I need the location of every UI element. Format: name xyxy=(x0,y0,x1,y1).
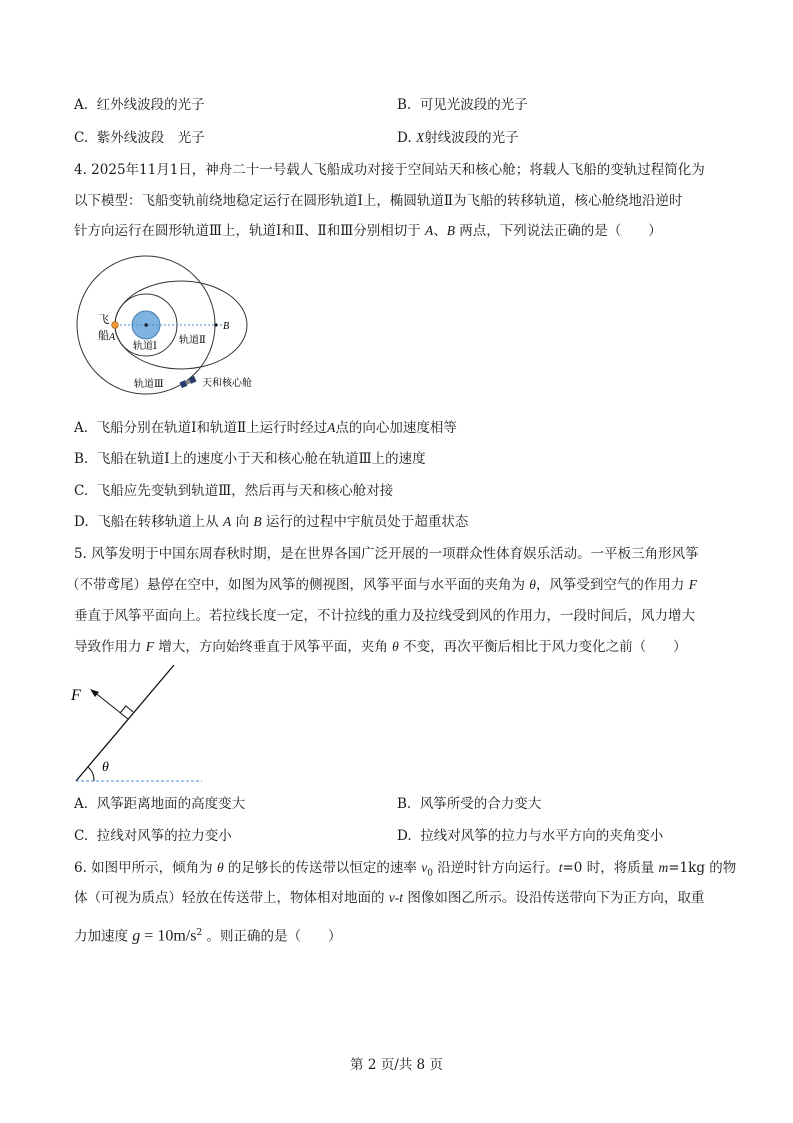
space-station-icon xyxy=(179,376,196,388)
q4-stem-line3: 针方向运行在圆形轨道Ⅲ上，轨道Ⅰ和Ⅱ、Ⅱ和Ⅲ分别相切于 A、B 两点，下列说法正确的是（ ） xyxy=(74,223,662,239)
kite-diagram xyxy=(66,662,211,788)
force-arrow-line xyxy=(93,691,128,719)
right-angle-mark xyxy=(120,706,133,713)
label-station: 天和核心舱 xyxy=(202,378,252,389)
q5-option-b: B. 风筝所受的合力变大 xyxy=(397,796,542,812)
q5-stem-line2: （不带鸢尾）悬停在空中，如图为风筝的侧视图，风筝平面与水平面的夹角为 θ，风筝受到空气的作用力 F xyxy=(66,577,697,593)
label-angle-theta: θ xyxy=(102,760,109,775)
q3-option-c: C. 紫外线波段 光子 xyxy=(74,130,205,146)
ship-dot xyxy=(112,322,119,329)
label-orbit-1: 轨道Ⅰ xyxy=(133,341,157,352)
q3-option-b: B. 可见光波段的光子 xyxy=(397,97,528,113)
q4-stem-line2: 以下模型：飞船变轨前绕地稳定运行在圆形轨道Ⅰ上，椭圆轨道Ⅱ为飞船的转移轨道，核心舱绕地沿逆时 xyxy=(74,193,683,209)
q4-option-c: C. 飞船应先变轨到轨道Ⅲ，然后再与天和核心舱对接 xyxy=(74,483,394,499)
kite-plane-line xyxy=(76,665,174,781)
force-arrowhead xyxy=(90,689,99,697)
angle-arc xyxy=(88,767,94,781)
q3-option-d: D. X射线波段的光子 xyxy=(397,130,519,146)
label-point-a: A xyxy=(109,332,116,343)
q6-stem-line3: 力加速度 $g = 10m/s^2$ 。则正确的是（ ） xyxy=(74,927,342,945)
label-ship-2: 船 xyxy=(98,329,109,342)
q4-option-a: A. 飞船分别在轨道Ⅰ和轨道Ⅱ上运行时经过A点的向心加速度相等 xyxy=(74,420,457,436)
point-b-dot xyxy=(214,323,217,326)
q6-stem-line1: 6. 如图甲所示，倾角为 θ 的足够长的传送带以恒定的速率 $v_0$ 沿逆时针方向运行。t=0 时，将质量 m=1kg 的物 xyxy=(74,860,737,879)
page-footer: 第 2 页/共 8 页 xyxy=(350,1057,443,1073)
q4-option-d: D. 飞船在转移轨道上从 A 向 B 运行的过程中宇航员处于超重状态 xyxy=(74,514,469,530)
orbit-diagram xyxy=(74,253,300,401)
q4-stem-line1: 4. 2025年11月1日，神舟二十一号载人飞船成功对接于空间站天和核心舱；将载人飞船的变轨过程简化为 xyxy=(74,162,705,178)
label-ship-1: 飞 xyxy=(98,313,109,326)
q5-stem-line4: 导致作用力 F 增大，方向始终垂直于风筝平面，夹角 θ 不变，再次平衡后相比于风力变化之前（ ） xyxy=(74,639,687,655)
q6-stem-line2: 体（可视为质点）轻放在传送带上，物体相对地面的 v-t 图像如图乙所示。设沿传送带向下为正方向，取重 xyxy=(74,890,705,906)
label-point-b: B xyxy=(223,321,230,332)
q5-option-c: C. 拉线对风筝的拉力变小 xyxy=(74,828,232,844)
label-orbit-2: 轨道Ⅱ xyxy=(179,335,206,346)
q5-option-a: A. 风筝距离地面的高度变大 xyxy=(74,796,246,812)
q5-option-d: D. 拉线对风筝的拉力与水平方向的夹角变小 xyxy=(397,828,664,844)
q3-option-a: A. 红外线波段的光子 xyxy=(74,97,205,113)
q5-stem-line1: 5. 风筝发明于中国东周春秋时期，是在世界各国广泛开展的一项群众性体育娱乐活动。一平板三角形风筝 xyxy=(74,546,699,562)
label-force-f: F xyxy=(71,687,81,704)
label-orbit-3: 轨道Ⅲ xyxy=(134,379,164,390)
q5-stem-line3: 垂直于风筝平面向上。若拉线长度一定，不计拉线的重力及拉线受到风的作用力，一段时间后，风力增大 xyxy=(74,608,695,624)
q4-option-b: B. 飞船在轨道Ⅰ上的速度小于天和核心舱在轨道Ⅲ上的速度 xyxy=(74,451,426,467)
